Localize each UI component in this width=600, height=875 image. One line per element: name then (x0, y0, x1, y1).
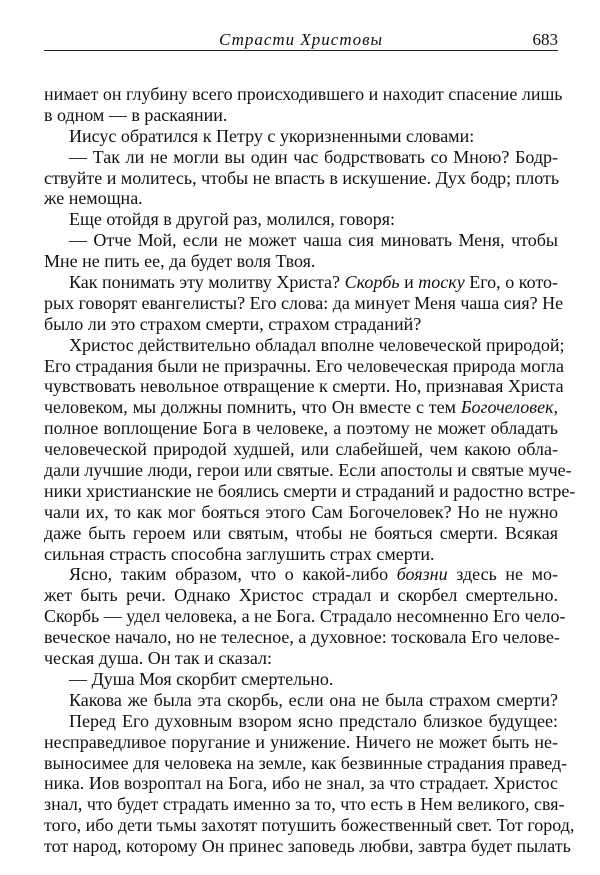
text-span: Иисус обратился к Петру с укоризненными словами: (69, 125, 475, 146)
text-line (44, 334, 565, 356)
text-line (44, 168, 558, 189)
text-span: тот народ, которому Он принес заповедь любви, завтра будет пылать (44, 836, 571, 857)
text-line (44, 480, 576, 502)
text-line (44, 669, 558, 690)
text-span: и (399, 272, 419, 293)
running-title: Страсти Христовы (218, 30, 384, 49)
text-span: человеческой природой худшей, или слабейшей, чем какою обла- (44, 439, 558, 460)
text-line (44, 272, 558, 293)
text-line (44, 690, 558, 711)
text-span: сильная страсть способна заглушить страх смерти. (44, 543, 435, 564)
text-span: Какова же была эта скорбь, если она не была страхом смерти? (69, 689, 558, 710)
text-line (44, 502, 558, 523)
text-line (44, 147, 558, 168)
text-line (44, 585, 558, 606)
italic-text: тоску (418, 272, 465, 293)
text-span: нимает он глубину всего происходившего и находит спасение лишь (44, 84, 563, 104)
text-line (44, 606, 566, 627)
italic-text: Скорбь (344, 272, 400, 293)
text-line (44, 752, 568, 774)
text-line (44, 397, 558, 418)
text-span: здесь не мо- (447, 564, 558, 585)
text-line (44, 126, 558, 147)
text-span: ники христианские не боялись смерти и страданий и радостно встре- (44, 480, 576, 501)
text-line (44, 711, 558, 732)
text-line (44, 188, 558, 209)
text-span: Ясно, таким образом, что о какой-либо (69, 564, 397, 585)
text-line (44, 460, 572, 481)
text-line (44, 836, 571, 857)
text-span: было ли это страхом смерти, страхом страданий? (44, 313, 422, 334)
text-span: Еще отойдя в другой раз, молился, говоря: (69, 209, 396, 230)
text-line (44, 230, 558, 251)
text-span: ствуйте и молитесь, чтобы не впасть в искушение. Дух бодр; плоть (44, 167, 560, 188)
text-span: ника. Иов возроптал на Бога, ибо не знал, за что страдает. Христос (44, 773, 558, 794)
text-span: , (553, 397, 558, 418)
text-line (44, 418, 558, 439)
text-span: того, ибо дети тьмы захотят потушить божественный свет. Тот город, (44, 815, 575, 836)
text-span: Как понимать эту молитву Христа? (69, 272, 345, 293)
running-header (44, 30, 558, 51)
body-text (44, 84, 576, 857)
text-line (44, 648, 558, 669)
text-span: в одном — в раскаянии. (44, 104, 228, 125)
italic-text: боязни (396, 564, 448, 585)
text-span: человеком, мы должны помнить, что Он вместе с тем (44, 397, 461, 418)
text-span: рых говорят евангелисты? Его слова: да минует Меня чаша сия? Не (44, 292, 564, 313)
text-line (44, 627, 558, 648)
text-span: Мне не пить ее, да будет воля Твоя. (44, 251, 316, 272)
text-span: Его, о кото- (464, 272, 558, 293)
text-span: ческая душа. Он так и сказал: (44, 648, 273, 669)
text-span: веческое начало, но не телесное, а духовное: тосковала Его челове- (44, 627, 560, 648)
text-line (44, 794, 565, 815)
text-line (44, 105, 558, 126)
text-span: выносимее для человека на земле, как безвинные страдания правед- (44, 752, 568, 773)
text-span: Его страдания были не призрачны. Его человеческая природа могла (44, 355, 564, 376)
text-span: Скорбь — удел человека, а не Бога. Страдало несомненно Его чело- (44, 606, 566, 627)
text-span: знал, что будет страдать именно за то, что есть в Нем великого, свя- (44, 794, 565, 815)
text-line (44, 439, 558, 460)
text-span: полное воплощение Бога в человеке, а поэтому не может обладать (44, 418, 558, 439)
text-span: дали лучшие люди, герои или святые. Если апостолы и святые муче- (44, 460, 572, 481)
text-span: жет быть речи. Однако Христос страдал и скорбел смертельно. (44, 585, 558, 606)
text-span: чали их, то как мог бояться этого Сам Богочеловек? Но не нужно (44, 501, 558, 522)
text-line (44, 544, 558, 565)
text-span: — Так ли не могли вы один час бодрствовать со Мною? Бодр- (69, 146, 558, 167)
text-line (44, 773, 558, 794)
text-span: же немощна. (44, 188, 143, 209)
text-span: чувствовать невольное отвращение к смерти. Но, признавая Христа (44, 376, 564, 397)
text-line (44, 209, 558, 230)
italic-text: Богочеловек (460, 397, 554, 418)
text-line (44, 564, 558, 585)
text-line (44, 314, 558, 335)
text-line (44, 84, 563, 105)
text-span: даже быть героем или святым, чтобы не бояться смерти. Всякая (44, 522, 558, 543)
page-number: 683 (532, 30, 558, 49)
text-line (44, 815, 575, 836)
text-line (44, 355, 564, 377)
text-span: несправедливое поругание и унижение. Ничего не может быть не- (44, 731, 558, 752)
text-line (44, 523, 558, 544)
text-line (44, 376, 564, 397)
text-line (44, 292, 564, 314)
text-span: — Душа Моя скорбит смертельно. (69, 668, 334, 689)
text-span: Христос действительно обладал вполне человеческой природой; (69, 334, 565, 355)
text-line (44, 732, 558, 753)
text-span: — Отче Мой, если не может чаша сия миновать Меня, чтобы (69, 230, 558, 251)
text-span: Перед Его духовным взором ясно предстало близкое будущее: (69, 710, 558, 731)
text-line (44, 251, 558, 272)
